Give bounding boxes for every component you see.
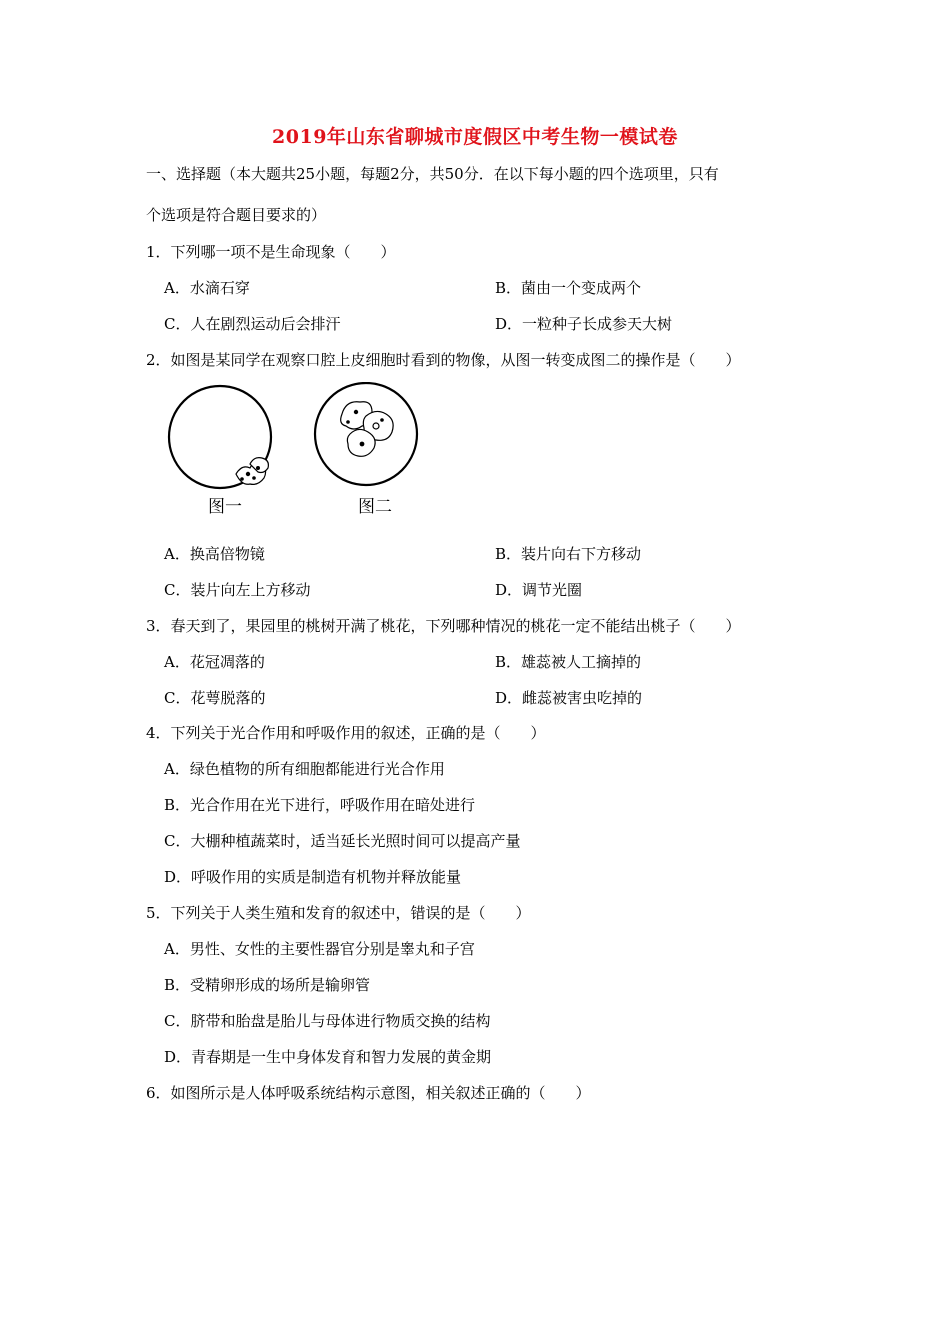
question-4-option-a: A．绿色植物的所有细胞都能进行光合作用 (164, 760, 445, 778)
section-heading-line1: 一、选择题（本大题共25小题，每题2分，共50分．在以下每小题的四个选项里，只有 (146, 165, 719, 183)
question-2-option-b: B．装片向右下方移动 (495, 545, 642, 563)
figure-two-label: 图二 (358, 497, 392, 517)
microscope-figures (160, 380, 460, 520)
cell-cluster-center (341, 402, 393, 457)
cell-cluster-bottom-right (236, 458, 268, 485)
question-4-option-d: D．呼吸作用的实质是制造有机物并释放能量 (164, 868, 462, 886)
question-2-option-a: A．换高倍物镜 (164, 545, 265, 563)
question-4-stem: 4．下列关于光合作用和呼吸作用的叙述，正确的是（ ） (146, 724, 546, 742)
section-heading-line2: 个选项是符合题目要求的） (146, 206, 327, 224)
question-2-option-d: D．调节光圈 (495, 581, 583, 599)
question-2-option-c: C．装片向左上方移动 (164, 581, 311, 599)
question-5-option-c: C．脐带和胎盘是胎儿与母体进行物质交换的结构 (164, 1012, 491, 1030)
question-3-option-d: D．雌蕊被害虫吃掉的 (495, 689, 643, 707)
question-1-option-a: A．水滴石穿 (164, 279, 250, 297)
question-3-stem: 3．春天到了，果园里的桃树开满了桃花，下列哪种情况的桃花一定不能结出桃子（ ） (146, 617, 741, 635)
question-6-stem: 6．如图所示是人体呼吸系统结构示意图，相关叙述正确的（ ） (146, 1084, 591, 1102)
question-3-option-a: A．花冠凋落的 (164, 653, 265, 671)
question-5-option-d: D．青春期是一生中身体发育和智力发展的黄金期 (164, 1048, 492, 1066)
question-3-option-b: B．雄蕊被人工摘掉的 (495, 653, 642, 671)
question-1-option-b: B．菌由一个变成两个 (495, 279, 642, 297)
question-1-stem: 1．下列哪一项不是生命现象（ ） (146, 243, 396, 261)
paper-title: 2019年山东省聊城市度假区中考生物一模试卷 (272, 126, 678, 148)
question-5-option-a: A．男性、女性的主要性器官分别是睾丸和子宫 (164, 940, 475, 958)
question-4-option-b: B．光合作用在光下进行，呼吸作用在暗处进行 (164, 796, 476, 814)
question-3-option-c: C．花萼脱落的 (164, 689, 266, 707)
question-2-stem: 2．如图是某同学在观察口腔上皮细胞时看到的物像，从图一转变成图二的操作是（ ） (146, 351, 741, 369)
figure-two-field-of-view (310, 382, 430, 492)
question-1-option-c: C．人在剧烈运动后会排汗 (164, 315, 341, 333)
question-4-option-c: C．大棚种植蔬菜时，适当延长光照时间可以提高产量 (164, 832, 521, 850)
figure-one-label: 图一 (208, 497, 242, 517)
question-5-stem: 5．下列关于人类生殖和发育的叙述中，错误的是（ ） (146, 904, 531, 922)
question-1-option-d: D．一粒种子长成参天大树 (495, 315, 673, 333)
figure-one-field-of-view (164, 382, 284, 492)
question-5-option-b: B．受精卵形成的场所是输卵管 (164, 976, 371, 994)
